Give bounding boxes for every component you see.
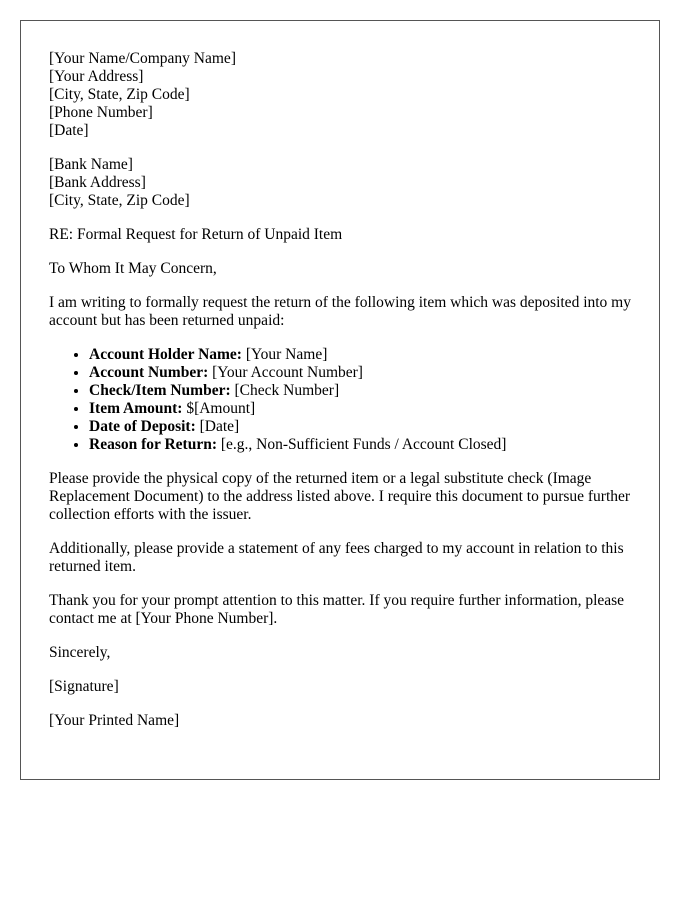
detail-label: Account Number:	[89, 364, 209, 381]
detail-value: [e.g., Non-Sufficient Funds / Account Closed]	[217, 436, 507, 453]
sender-address: [Your Address]	[49, 68, 144, 85]
detail-label: Item Amount:	[89, 400, 183, 417]
detail-label: Check/Item Number:	[89, 382, 231, 399]
sender-phone: [Phone Number]	[49, 104, 153, 121]
recipient-block	[49, 156, 631, 210]
subject-line: RE: Formal Request for Return of Unpaid Item	[49, 226, 343, 243]
detail-check-number	[89, 382, 631, 400]
intro-paragraph: I am writing to formally request the return of the following item which was deposited into my account but has been returned unpaid:	[49, 294, 631, 329]
printed-name: [Your Printed Name]	[49, 712, 180, 729]
detail-label: Reason for Return:	[89, 436, 218, 453]
detail-account-number	[89, 364, 631, 382]
detail-value: $[Amount]	[182, 400, 256, 417]
detail-value: [Date]	[195, 418, 240, 435]
salutation: To Whom It May Concern,	[49, 260, 217, 277]
detail-value: [Your Account Number]	[208, 364, 363, 381]
letter-date: [Date]	[49, 122, 89, 139]
sender-city: [City, State, Zip Code]	[49, 86, 190, 103]
detail-value: [Check Number]	[230, 382, 340, 399]
detail-label: Account Holder Name:	[89, 346, 242, 363]
detail-value: [Your Name]	[241, 346, 328, 363]
item-details-list	[49, 346, 631, 454]
detail-account-holder	[89, 346, 631, 364]
detail-label: Date of Deposit:	[89, 418, 196, 435]
bank-address: [Bank Address]	[49, 174, 146, 191]
bank-city: [City, State, Zip Code]	[49, 192, 190, 209]
detail-date-of-deposit	[89, 418, 631, 436]
sender-name: [Your Name/Company Name]	[49, 50, 236, 67]
signature: [Signature]	[49, 678, 119, 695]
thanks-paragraph: Thank you for your prompt attention to this matter. If you require further information, please contact me at [Your Phone Number].	[49, 592, 625, 627]
fees-request-paragraph: Additionally, please provide a statement of any fees charged to my account in relation to this returned item.	[49, 540, 624, 575]
closing: Sincerely,	[49, 644, 111, 661]
detail-reason-for-return	[89, 436, 631, 454]
detail-item-amount	[89, 400, 631, 418]
sender-block	[49, 50, 631, 140]
bank-name: [Bank Name]	[49, 156, 133, 173]
letter-document	[20, 20, 660, 780]
copy-request-paragraph: Please provide the physical copy of the returned item or a legal substitute check (Image Replacement Document) to the address listed above. I require this document to pursue further collection efforts with the issuer.	[49, 470, 631, 523]
